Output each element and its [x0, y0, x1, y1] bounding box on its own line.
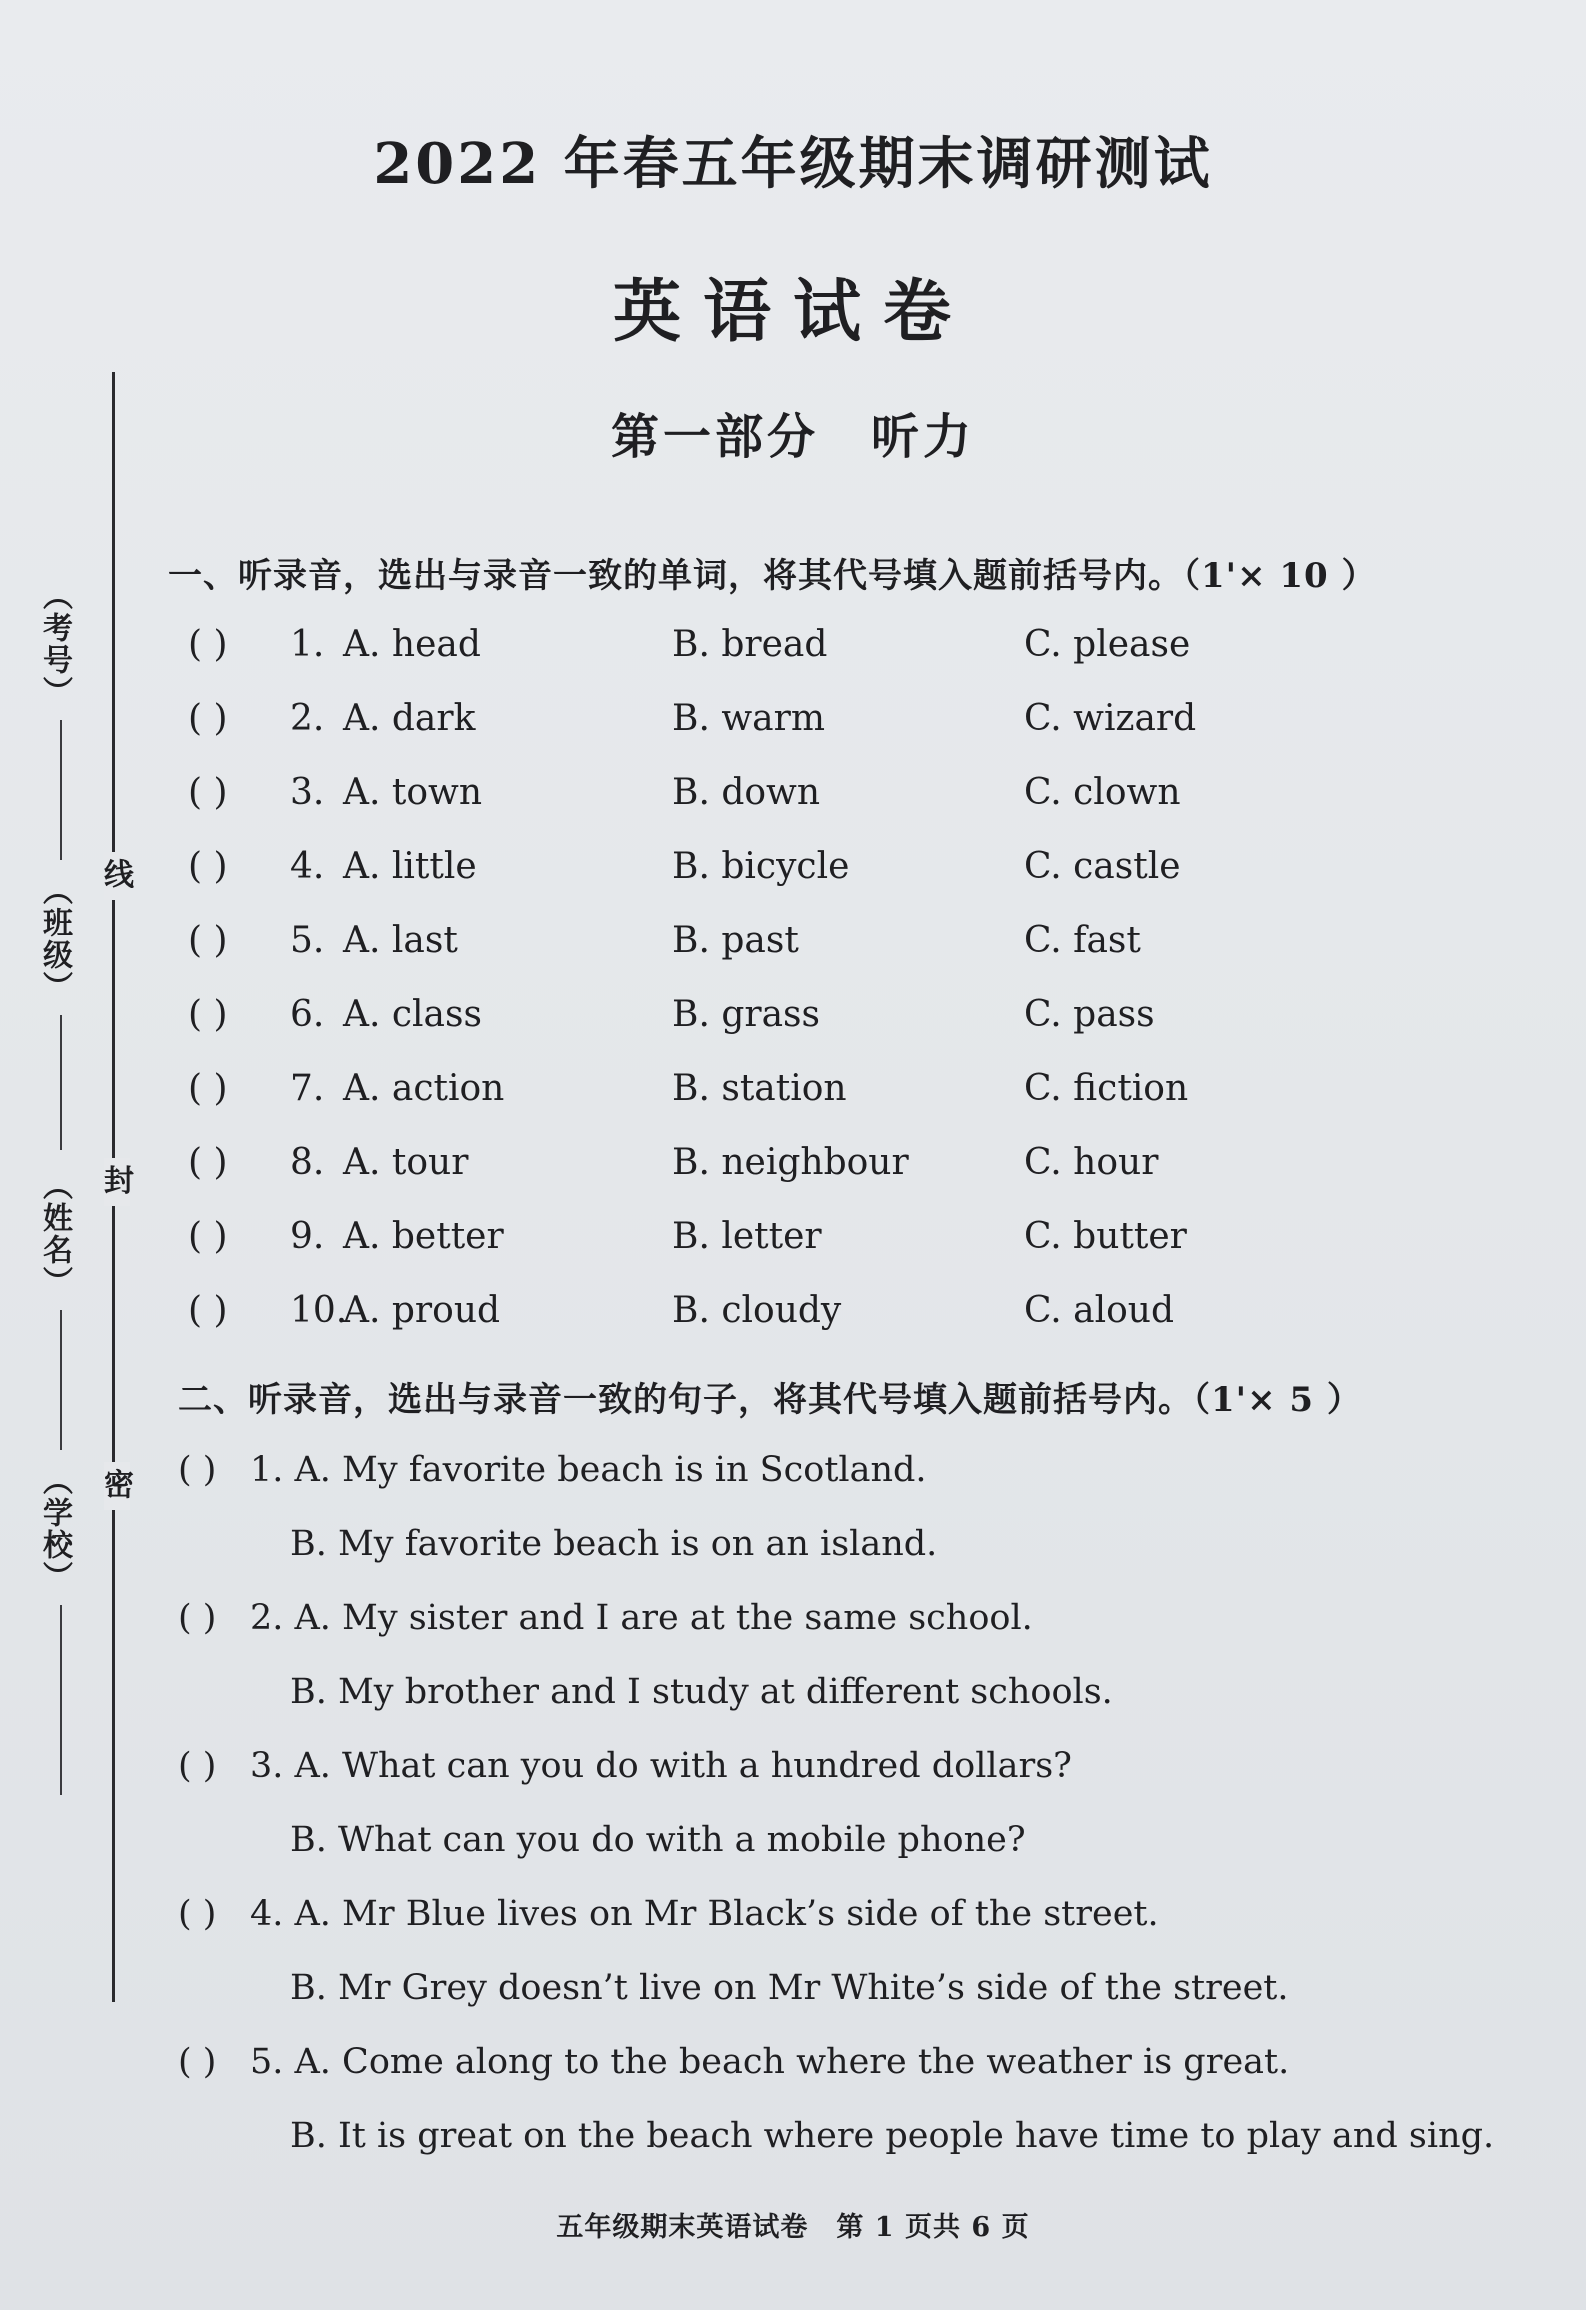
option-b: B. bread	[672, 624, 828, 665]
answer-bracket[interactable]: ( )	[178, 1894, 217, 1934]
option-c: C. castle	[1024, 846, 1181, 887]
option-c: C. fast	[1024, 920, 1141, 961]
page-footer: 五年级期末英语试卷 第 1 页共 6 页	[556, 2212, 1030, 2243]
option-b: B. neighbour	[672, 1142, 909, 1183]
option-b: B. letter	[672, 1216, 822, 1257]
answer-bracket[interactable]: ( )	[188, 772, 228, 813]
option-b: B. My favorite beach is on an island.	[290, 1524, 938, 1564]
answer-bracket[interactable]: ( )	[178, 2042, 217, 2082]
exam-number-field[interactable]	[60, 720, 62, 860]
option-a: A. better	[343, 1216, 504, 1257]
option-b: B. Mr Grey doesn’t live on Mr White’s side of the street.	[290, 1968, 1289, 2008]
option-c: C. aloud	[1024, 1290, 1175, 1331]
school-label: （学校）	[37, 1465, 72, 1593]
option-a: A. action	[343, 1068, 505, 1109]
answer-bracket[interactable]: ( )	[188, 1068, 228, 1109]
option-b: B. bicycle	[672, 846, 850, 887]
exam-title: 2022 年春五年级期末调研测试	[373, 131, 1213, 197]
answer-bracket[interactable]: ( )	[188, 846, 228, 887]
option-a: A. dark	[343, 698, 476, 739]
option-b: B. warm	[672, 698, 825, 739]
part-title: 第一部分 听力	[610, 409, 975, 465]
question-number: 5.	[290, 920, 325, 961]
option-a: A. tour	[343, 1142, 469, 1183]
option-c: C. clown	[1024, 772, 1181, 813]
section2-heading: 二、听录音，选出与录音一致的句子，将其代号填入题前括号内。（1'× 5 ）	[178, 1380, 1362, 1420]
option-b: B. My brother and I study at different schools.	[290, 1672, 1113, 1712]
name-label: （姓名）	[37, 1170, 72, 1298]
option-b: B. down	[672, 772, 821, 813]
seal-mark-secret: 密	[104, 1462, 130, 1510]
question-number: 6.	[290, 994, 325, 1035]
answer-bracket[interactable]: ( )	[178, 1598, 217, 1638]
option-a: 1. A. My favorite beach is in Scotland.	[250, 1450, 927, 1490]
question-number: 10.	[290, 1290, 348, 1331]
answer-bracket[interactable]: ( )	[178, 1746, 217, 1786]
question-number: 1.	[290, 624, 325, 665]
answer-bracket[interactable]: ( )	[188, 698, 228, 739]
option-a: A. little	[343, 846, 477, 887]
answer-bracket[interactable]: ( )	[188, 1290, 228, 1331]
question-number: 2.	[290, 698, 325, 739]
option-a: A. head	[343, 624, 481, 665]
answer-bracket[interactable]: ( )	[178, 1450, 217, 1490]
option-c: C. hour	[1024, 1142, 1159, 1183]
answer-bracket[interactable]: ( )	[188, 624, 228, 665]
class-label: （班级）	[37, 875, 72, 1003]
question-number: 4.	[290, 846, 325, 887]
option-a: 4. A. Mr Blue lives on Mr Black’s side of the street.	[250, 1894, 1159, 1934]
seal-mark-line: 线	[104, 852, 130, 900]
option-a: 3. A. What can you do with a hundred dollars?	[250, 1746, 1072, 1786]
option-c: C. butter	[1024, 1216, 1187, 1257]
option-b: B. grass	[672, 994, 821, 1035]
option-b: B. It is great on the beach where people have time to play and sing.	[290, 2116, 1495, 2156]
answer-bracket[interactable]: ( )	[188, 1142, 228, 1183]
question-number: 8.	[290, 1142, 325, 1183]
option-b: B. past	[672, 920, 799, 961]
option-a: A. class	[343, 994, 482, 1035]
option-b: B. cloudy	[672, 1290, 842, 1331]
exam-subject-title: 英语试卷	[612, 272, 973, 352]
option-b: B. What can you do with a mobile phone?	[290, 1820, 1026, 1860]
name-field[interactable]	[60, 1310, 62, 1450]
option-c: C. please	[1024, 624, 1191, 665]
option-a: 5. A. Come along to the beach where the weather is great.	[250, 2042, 1290, 2082]
option-a: A. town	[343, 772, 483, 813]
question-number: 3.	[290, 772, 325, 813]
option-a: A. proud	[343, 1290, 501, 1331]
option-c: C. fiction	[1024, 1068, 1189, 1109]
class-field[interactable]	[60, 1015, 62, 1150]
exam-number-label: （考号）	[37, 580, 72, 708]
option-a: 2. A. My sister and I are at the same school.	[250, 1598, 1033, 1638]
section1-heading: 一、听录音，选出与录音一致的单词，将其代号填入题前括号内。（1'× 10 ）	[168, 556, 1377, 596]
answer-bracket[interactable]: ( )	[188, 920, 228, 961]
option-b: B. station	[672, 1068, 847, 1109]
school-field[interactable]	[60, 1605, 62, 1795]
answer-bracket[interactable]: ( )	[188, 994, 228, 1035]
option-a: A. last	[343, 920, 458, 961]
option-c: C. wizard	[1024, 698, 1197, 739]
question-number: 7.	[290, 1068, 325, 1109]
question-number: 9.	[290, 1216, 325, 1257]
answer-bracket[interactable]: ( )	[188, 1216, 228, 1257]
option-c: C. pass	[1024, 994, 1155, 1035]
seal-mark-seal: 封	[104, 1158, 130, 1206]
